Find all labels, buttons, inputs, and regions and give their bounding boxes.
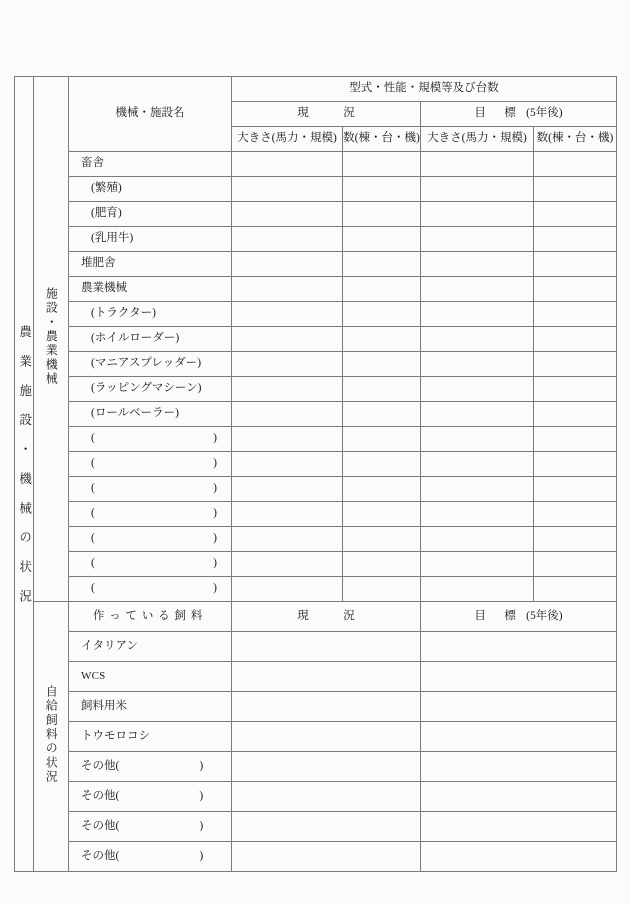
input-cell-target-count[interactable] bbox=[534, 277, 617, 302]
input-cell-current-size[interactable] bbox=[232, 427, 343, 452]
input-cell-feed-current[interactable] bbox=[232, 632, 421, 662]
input-cell-feed-current[interactable] bbox=[232, 782, 421, 812]
input-cell-feed-current[interactable] bbox=[232, 692, 421, 722]
feed-target-mid: 標 bbox=[504, 609, 516, 622]
input-cell-target-size[interactable] bbox=[421, 402, 534, 427]
input-cell-target-count[interactable] bbox=[534, 577, 617, 602]
table-row bbox=[15, 662, 617, 692]
input-cell-feed-current[interactable] bbox=[232, 842, 421, 872]
feed-item-label-close: ) bbox=[199, 759, 204, 772]
input-cell-target-count[interactable] bbox=[534, 477, 617, 502]
feed-header-row bbox=[15, 602, 617, 632]
input-cell-current-count[interactable] bbox=[343, 452, 421, 477]
table-row bbox=[15, 352, 617, 377]
table-row bbox=[15, 302, 617, 327]
current-status-header bbox=[232, 102, 421, 127]
input-cell-current-size[interactable] bbox=[232, 152, 343, 177]
item-label: 農業機械 bbox=[81, 282, 127, 295]
input-cell-feed-target[interactable] bbox=[421, 692, 617, 722]
input-cell-target-size[interactable] bbox=[421, 302, 534, 327]
input-cell-target-size[interactable] bbox=[421, 452, 534, 477]
machine-facility-name-header-text: 機械・施設名 bbox=[115, 107, 185, 120]
table-row bbox=[15, 152, 617, 177]
input-cell-current-size[interactable] bbox=[232, 327, 343, 352]
input-cell-target-count[interactable] bbox=[534, 527, 617, 552]
agricultural-facility-form bbox=[14, 76, 616, 872]
table-row bbox=[15, 527, 617, 552]
input-cell-target-count[interactable] bbox=[534, 502, 617, 527]
machinery-item-name[interactable] bbox=[69, 577, 232, 602]
table-row bbox=[15, 177, 617, 202]
item-label-close: ) bbox=[213, 582, 217, 595]
item-label-open: ( bbox=[91, 582, 95, 595]
input-cell-feed-target[interactable] bbox=[421, 842, 617, 872]
machinery-item-name[interactable] bbox=[69, 377, 232, 402]
item-label-open: ( bbox=[91, 532, 95, 545]
machinery-item-name[interactable] bbox=[69, 252, 232, 277]
machinery-item-name[interactable] bbox=[69, 277, 232, 302]
feed-item-name[interactable] bbox=[69, 632, 232, 662]
feed-current-status-header bbox=[232, 602, 421, 632]
machinery-section-label-text: 施設・農業機械 bbox=[44, 287, 59, 387]
input-cell-target-count[interactable] bbox=[534, 177, 617, 202]
input-cell-target-size[interactable] bbox=[421, 427, 534, 452]
current-size-header-text: 大きさ(馬力・規模) bbox=[237, 132, 337, 145]
table-row bbox=[15, 227, 617, 252]
machinery-item-name[interactable] bbox=[69, 477, 232, 502]
current-count-header-text: 数(棟・台・機) bbox=[343, 132, 420, 145]
table-row bbox=[15, 722, 617, 752]
item-label-close: ) bbox=[213, 482, 217, 495]
item-label-open: ( bbox=[91, 507, 95, 520]
feed-item-label: 飼料用米 bbox=[81, 699, 127, 712]
input-cell-target-size[interactable] bbox=[421, 552, 534, 577]
target-count-header bbox=[534, 127, 617, 152]
target-status-header bbox=[421, 102, 617, 127]
input-cell-feed-target[interactable] bbox=[421, 632, 617, 662]
feed-item-label: その他( bbox=[81, 819, 120, 832]
outer-section-label bbox=[15, 77, 34, 872]
target-status-years: (5年後) bbox=[526, 107, 563, 120]
input-cell-target-count[interactable] bbox=[534, 552, 617, 577]
input-cell-current-size[interactable] bbox=[232, 252, 343, 277]
spec-group-header-text: 型式・性能・規模等及び台数 bbox=[349, 82, 499, 95]
feed-item-name[interactable] bbox=[69, 842, 232, 872]
feed-item-label-close: ) bbox=[199, 849, 204, 862]
machinery-item-name[interactable] bbox=[69, 327, 232, 352]
input-cell-target-size[interactable] bbox=[421, 152, 534, 177]
item-label: (マニアスプレッダー) bbox=[91, 357, 202, 370]
input-cell-current-size[interactable] bbox=[232, 177, 343, 202]
input-cell-current-size[interactable] bbox=[232, 352, 343, 377]
input-cell-target-size[interactable] bbox=[421, 577, 534, 602]
item-label-close: ) bbox=[213, 432, 217, 445]
feed-item-label-close: ) bbox=[199, 789, 204, 802]
input-cell-feed-current[interactable] bbox=[232, 752, 421, 782]
table-row bbox=[15, 842, 617, 872]
input-cell-current-size[interactable] bbox=[232, 302, 343, 327]
feed-target-years: (5年後) bbox=[526, 609, 563, 622]
input-cell-feed-current[interactable] bbox=[232, 722, 421, 752]
input-cell-current-size[interactable] bbox=[232, 377, 343, 402]
input-cell-target-count[interactable] bbox=[534, 202, 617, 227]
current-count-header bbox=[343, 127, 421, 152]
input-cell-current-size[interactable] bbox=[232, 202, 343, 227]
item-label-close: ) bbox=[213, 507, 217, 520]
input-cell-current-size[interactable] bbox=[232, 577, 343, 602]
feed-item-name[interactable] bbox=[69, 662, 232, 692]
input-cell-target-count[interactable] bbox=[534, 302, 617, 327]
feed-item-name[interactable] bbox=[69, 782, 232, 812]
item-label-close: ) bbox=[213, 532, 217, 545]
form-table bbox=[14, 76, 617, 872]
input-cell-target-count[interactable] bbox=[534, 377, 617, 402]
input-cell-current-size[interactable] bbox=[232, 402, 343, 427]
input-cell-target-count[interactable] bbox=[534, 352, 617, 377]
item-label-open: ( bbox=[91, 457, 95, 470]
feed-item-name[interactable] bbox=[69, 692, 232, 722]
target-status-left: 目 bbox=[474, 107, 486, 120]
feed-item-name[interactable] bbox=[69, 722, 232, 752]
table-row bbox=[15, 427, 617, 452]
target-count-header-text: 数(棟・台・機) bbox=[536, 132, 614, 145]
item-label: (ロールベーラー) bbox=[91, 407, 179, 420]
item-label: (肥育) bbox=[91, 207, 122, 220]
input-cell-feed-target[interactable] bbox=[421, 662, 617, 692]
feed-section-label bbox=[34, 602, 69, 872]
machinery-item-name[interactable] bbox=[69, 352, 232, 377]
input-cell-current-count[interactable] bbox=[343, 377, 421, 402]
machinery-item-name[interactable] bbox=[69, 152, 232, 177]
table-row bbox=[15, 502, 617, 527]
input-cell-target-size[interactable] bbox=[421, 377, 534, 402]
feed-item-label: その他( bbox=[81, 759, 120, 772]
feed-name-header bbox=[69, 602, 232, 632]
input-cell-target-size[interactable] bbox=[421, 252, 534, 277]
input-cell-feed-current[interactable] bbox=[232, 812, 421, 842]
feed-item-label-close: ) bbox=[199, 819, 204, 832]
item-label-open: ( bbox=[91, 482, 95, 495]
current-size-header bbox=[232, 127, 343, 152]
feed-item-name[interactable] bbox=[69, 812, 232, 842]
input-cell-current-size[interactable] bbox=[232, 452, 343, 477]
machinery-item-name[interactable] bbox=[69, 527, 232, 552]
table-row bbox=[15, 452, 617, 477]
machinery-item-name[interactable] bbox=[69, 502, 232, 527]
input-cell-current-count[interactable] bbox=[343, 552, 421, 577]
input-cell-current-count[interactable] bbox=[343, 502, 421, 527]
input-cell-current-count[interactable] bbox=[343, 427, 421, 452]
feed-item-name[interactable] bbox=[69, 752, 232, 782]
feed-item-label: その他( bbox=[81, 789, 120, 802]
feed-item-label: WCS bbox=[81, 669, 106, 682]
input-cell-target-size[interactable] bbox=[421, 502, 534, 527]
input-cell-current-count[interactable] bbox=[343, 202, 421, 227]
input-cell-current-size[interactable] bbox=[232, 477, 343, 502]
input-cell-feed-current[interactable] bbox=[232, 662, 421, 692]
input-cell-current-count[interactable] bbox=[343, 277, 421, 302]
item-label-open: ( bbox=[91, 557, 95, 570]
table-row bbox=[15, 812, 617, 842]
input-cell-target-size[interactable] bbox=[421, 527, 534, 552]
target-size-header-text: 大きさ(馬力・規模) bbox=[427, 132, 527, 145]
input-cell-current-size[interactable] bbox=[232, 227, 343, 252]
machinery-item-name[interactable] bbox=[69, 452, 232, 477]
item-label-close: ) bbox=[213, 457, 217, 470]
item-label: (トラクター) bbox=[91, 307, 156, 320]
input-cell-current-count[interactable] bbox=[343, 152, 421, 177]
feed-target-left: 目 bbox=[474, 609, 486, 622]
feed-section-label-text: 自給飼料の状況 bbox=[44, 684, 59, 784]
machine-facility-name-header bbox=[69, 77, 232, 152]
input-cell-current-count[interactable] bbox=[343, 252, 421, 277]
machinery-item-name[interactable] bbox=[69, 402, 232, 427]
input-cell-target-count[interactable] bbox=[534, 402, 617, 427]
current-status-left: 現 bbox=[297, 107, 309, 120]
table-row bbox=[15, 327, 617, 352]
input-cell-target-size[interactable] bbox=[421, 227, 534, 252]
input-cell-feed-target[interactable] bbox=[421, 782, 617, 812]
spec-group-header bbox=[232, 77, 617, 102]
item-label-open: ( bbox=[91, 432, 95, 445]
feed-item-label: その他( bbox=[81, 849, 120, 862]
machinery-item-name[interactable] bbox=[69, 427, 232, 452]
input-cell-current-size[interactable] bbox=[232, 552, 343, 577]
item-label: (繁殖) bbox=[91, 182, 122, 195]
input-cell-target-size[interactable] bbox=[421, 477, 534, 502]
input-cell-target-count[interactable] bbox=[534, 427, 617, 452]
machinery-item-name[interactable] bbox=[69, 302, 232, 327]
input-cell-current-count[interactable] bbox=[343, 352, 421, 377]
input-cell-target-size[interactable] bbox=[421, 327, 534, 352]
feed-item-label: トウモロコシ bbox=[81, 729, 150, 742]
input-cell-current-count[interactable] bbox=[343, 577, 421, 602]
item-label: (ラッピングマシーン) bbox=[91, 382, 202, 395]
feed-current-right: 況 bbox=[343, 609, 355, 622]
input-cell-feed-target[interactable] bbox=[421, 752, 617, 782]
input-cell-target-count[interactable] bbox=[534, 252, 617, 277]
input-cell-feed-target[interactable] bbox=[421, 722, 617, 752]
input-cell-target-count[interactable] bbox=[534, 152, 617, 177]
table-row bbox=[15, 202, 617, 227]
item-label: 畜舎 bbox=[81, 157, 104, 170]
table-row bbox=[15, 782, 617, 812]
table-row bbox=[15, 252, 617, 277]
table-row bbox=[15, 692, 617, 722]
input-cell-target-size[interactable] bbox=[421, 352, 534, 377]
feed-target-status-header bbox=[421, 602, 617, 632]
target-status-mid: 標 bbox=[504, 107, 516, 120]
table-row bbox=[15, 402, 617, 427]
input-cell-current-size[interactable] bbox=[232, 277, 343, 302]
machinery-item-name[interactable] bbox=[69, 552, 232, 577]
current-status-right: 況 bbox=[343, 107, 355, 120]
machinery-item-name[interactable] bbox=[69, 177, 232, 202]
table-row bbox=[15, 632, 617, 662]
header-row-group bbox=[15, 77, 617, 102]
table-row bbox=[15, 577, 617, 602]
feed-name-header-text: 作っている飼料 bbox=[92, 609, 208, 622]
outer-section-label-text: 農業施設・機械の状況 bbox=[17, 324, 32, 619]
table-row bbox=[15, 277, 617, 302]
machinery-item-name[interactable] bbox=[69, 227, 232, 252]
input-cell-target-size[interactable] bbox=[421, 202, 534, 227]
machinery-section-label bbox=[34, 77, 69, 602]
input-cell-target-size[interactable] bbox=[421, 277, 534, 302]
item-label-close: ) bbox=[213, 557, 217, 570]
input-cell-feed-target[interactable] bbox=[421, 812, 617, 842]
input-cell-current-count[interactable] bbox=[343, 177, 421, 202]
input-cell-current-count[interactable] bbox=[343, 402, 421, 427]
input-cell-target-count[interactable] bbox=[534, 227, 617, 252]
machinery-item-name[interactable] bbox=[69, 202, 232, 227]
target-size-header bbox=[421, 127, 534, 152]
input-cell-current-count[interactable] bbox=[343, 327, 421, 352]
item-label: (乳用牛) bbox=[91, 232, 134, 245]
input-cell-target-count[interactable] bbox=[534, 452, 617, 477]
feed-current-left: 現 bbox=[297, 609, 309, 622]
feed-item-label: イタリアン bbox=[81, 639, 139, 652]
input-cell-target-count[interactable] bbox=[534, 327, 617, 352]
table-row bbox=[15, 377, 617, 402]
input-cell-current-count[interactable] bbox=[343, 477, 421, 502]
input-cell-current-count[interactable] bbox=[343, 227, 421, 252]
input-cell-current-size[interactable] bbox=[232, 502, 343, 527]
table-row bbox=[15, 552, 617, 577]
input-cell-target-size[interactable] bbox=[421, 177, 534, 202]
input-cell-current-size[interactable] bbox=[232, 527, 343, 552]
item-label: 堆肥舎 bbox=[81, 257, 116, 270]
table-row bbox=[15, 752, 617, 782]
input-cell-current-count[interactable] bbox=[343, 302, 421, 327]
table-row bbox=[15, 477, 617, 502]
item-label: (ホイルローダー) bbox=[91, 332, 180, 345]
input-cell-current-count[interactable] bbox=[343, 527, 421, 552]
